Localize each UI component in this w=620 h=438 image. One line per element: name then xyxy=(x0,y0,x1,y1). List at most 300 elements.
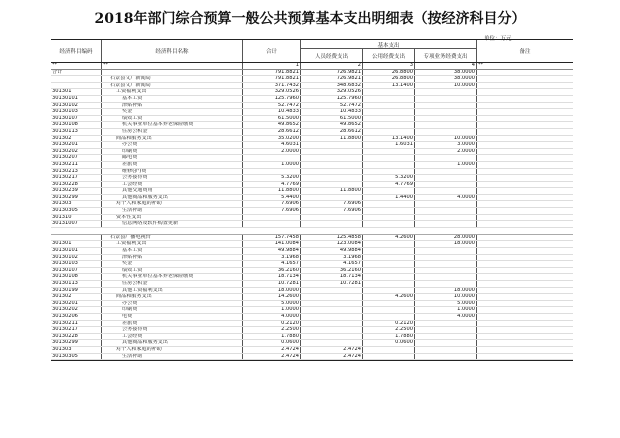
economic-name-cell: 商品和服务支出 xyxy=(101,136,242,142)
note-cell xyxy=(476,215,573,221)
note-cell xyxy=(476,122,573,128)
economic-name-cell: 电费 xyxy=(101,314,242,320)
public-cell xyxy=(362,347,414,353)
personnel-cell: 726.9821 xyxy=(300,70,362,76)
total-cell: 10.7281 xyxy=(242,281,300,287)
economic-code-cell: 30130202 xyxy=(52,148,78,154)
personnel-cell xyxy=(300,288,362,294)
personnel-cell: 11.8800 xyxy=(300,188,362,194)
table-row xyxy=(51,142,573,149)
public-cell xyxy=(362,149,414,155)
economic-code-cell: 30130239 xyxy=(52,188,78,194)
economic-code-cell: 301302 xyxy=(52,294,72,300)
public-cell xyxy=(362,241,414,247)
economic-code-cell: 30130113 xyxy=(52,128,78,134)
personnel-cell xyxy=(300,334,362,340)
public-cell xyxy=(362,268,414,274)
special-cell: 28.0000 xyxy=(414,235,476,241)
personnel-cell xyxy=(300,340,362,346)
economic-code-cell xyxy=(51,235,101,241)
economic-name-cell: 奖金 xyxy=(101,261,242,267)
personnel-cell: 49.9884 xyxy=(300,248,362,254)
note-cell xyxy=(476,208,573,214)
economic-name-cell: 工资福利支出 xyxy=(101,89,242,95)
public-cell: 4.2600 xyxy=(362,294,414,300)
economic-name-cell: 津贴补贴 xyxy=(101,103,242,109)
economic-code-cell xyxy=(51,83,101,89)
economic-code-cell: 301301 xyxy=(52,89,72,95)
table-body-section-a xyxy=(51,70,573,228)
note-cell xyxy=(476,334,573,340)
personnel-cell xyxy=(300,155,362,161)
table-row xyxy=(51,83,573,90)
note-cell xyxy=(476,129,573,135)
table-row xyxy=(51,122,573,129)
header-total: 合计 xyxy=(242,40,300,62)
table-header xyxy=(51,40,573,63)
index-cell: 4 xyxy=(414,63,476,69)
personnel-cell xyxy=(300,182,362,188)
total-cell: 10.4833 xyxy=(242,109,300,115)
economic-code-cell: 30130211 xyxy=(52,320,78,326)
personnel-cell: 18.7134 xyxy=(300,274,362,280)
economic-name-cell: 其他交通费用 xyxy=(101,188,242,194)
special-cell xyxy=(414,248,476,254)
economic-code-cell: 30130101 xyxy=(52,95,78,101)
economic-code-cell: 30130103 xyxy=(52,109,78,115)
total-cell: 14.2600 xyxy=(242,294,300,300)
public-cell xyxy=(362,248,414,254)
note-cell xyxy=(476,96,573,102)
table-row xyxy=(51,89,573,96)
note-cell xyxy=(476,301,573,307)
note-cell xyxy=(476,109,573,115)
special-cell: 2.0000 xyxy=(414,149,476,155)
unit-label: 单位：万元 xyxy=(484,36,512,42)
table-row xyxy=(51,201,573,208)
personnel-cell xyxy=(300,162,362,168)
table-row xyxy=(51,70,573,77)
economic-code-cell: 301301 xyxy=(52,241,72,247)
public-cell: 0.2120 xyxy=(362,321,414,327)
personnel-cell xyxy=(300,215,362,221)
note-cell xyxy=(476,281,573,287)
public-cell: 13.1400 xyxy=(362,136,414,142)
economic-name-cell: 公务接待费 xyxy=(101,327,242,333)
economic-code-cell: 30130299 xyxy=(52,194,78,200)
total-cell: 371.7432 xyxy=(242,83,300,89)
table-body-section-b xyxy=(51,235,573,360)
total-cell: 35.0200 xyxy=(242,136,300,142)
total-cell xyxy=(242,215,300,221)
table-row xyxy=(51,354,573,361)
public-cell xyxy=(362,89,414,95)
table-row xyxy=(51,116,573,123)
special-cell: 18.0000 xyxy=(414,288,476,294)
economic-code-cell: 30130217 xyxy=(52,175,78,181)
economic-code-cell: 30130213 xyxy=(52,168,78,174)
total-cell: 2.4724 xyxy=(242,354,300,360)
note-cell xyxy=(476,89,573,95)
economic-code-cell: 30130201 xyxy=(52,300,78,306)
special-cell xyxy=(414,354,476,360)
economic-code-cell: 301303 xyxy=(52,201,72,207)
table-row xyxy=(51,208,573,215)
header-public: 公用经费支出 xyxy=(362,49,414,62)
special-cell: 5.0000 xyxy=(414,301,476,307)
total-cell: 1.0000 xyxy=(242,162,300,168)
public-cell xyxy=(362,274,414,280)
economic-name-cell: 资本性支出 xyxy=(101,215,242,221)
public-cell: 4.7769 xyxy=(362,182,414,188)
economic-code-cell: 30130299 xyxy=(52,340,78,346)
special-cell xyxy=(414,340,476,346)
public-cell xyxy=(362,188,414,194)
public-cell xyxy=(362,129,414,135)
economic-name-cell: 基本工资 xyxy=(101,96,242,102)
personnel-cell xyxy=(300,169,362,175)
economic-code-cell: 30130206 xyxy=(52,313,78,319)
total-cell: 49.8652 xyxy=(242,122,300,128)
public-cell: 13.1400 xyxy=(362,83,414,89)
economic-code-cell: 30130107 xyxy=(52,267,78,273)
personnel-cell xyxy=(300,327,362,333)
economic-code-cell: 30130108 xyxy=(52,274,78,280)
index-cell: 2 xyxy=(300,63,362,69)
note-cell xyxy=(476,354,573,360)
economic-name-cell: 石景县广播电视台 xyxy=(101,235,242,241)
economic-name-cell: 信息网络及软件购置更新 xyxy=(101,221,242,227)
personnel-cell: 36.2160 xyxy=(300,268,362,274)
table-row xyxy=(51,321,573,328)
economic-name-cell: 其他工资福利支出 xyxy=(101,288,242,294)
economic-code-cell: 30130101 xyxy=(52,248,78,254)
economic-name-cell: 商品和服务支出 xyxy=(101,294,242,300)
public-cell xyxy=(362,215,414,221)
total-cell: 11.8800 xyxy=(242,188,300,194)
public-cell: 5.3200 xyxy=(362,175,414,181)
total-cell: 0.2120 xyxy=(242,321,300,327)
table-row xyxy=(51,340,573,347)
note-cell xyxy=(476,221,573,227)
economic-name-cell: 邮电费 xyxy=(101,155,242,161)
note-cell xyxy=(476,261,573,267)
note-cell xyxy=(476,248,573,254)
table-row xyxy=(51,149,573,156)
economic-code-cell: 30130211 xyxy=(52,161,78,167)
economic-code-cell: 30131007 xyxy=(52,221,78,227)
special-cell xyxy=(414,188,476,194)
economic-name-cell: 绩效工资 xyxy=(101,116,242,122)
total-cell: 157.7458 xyxy=(242,235,300,241)
public-cell xyxy=(362,116,414,122)
economic-code-cell: 30130102 xyxy=(52,254,78,260)
economic-name-cell: 津贴补贴 xyxy=(101,255,242,261)
public-cell xyxy=(362,255,414,261)
personnel-cell: 4.1657 xyxy=(300,261,362,267)
economic-name-cell: 差旅费 xyxy=(101,162,242,168)
economic-code-cell: 合计 xyxy=(52,69,63,75)
public-cell xyxy=(362,201,414,207)
economic-code-cell: 30130103 xyxy=(52,261,78,267)
table-row xyxy=(51,294,573,301)
public-cell xyxy=(362,103,414,109)
table-row xyxy=(51,162,573,169)
special-cell xyxy=(414,334,476,340)
special-cell xyxy=(414,268,476,274)
note-cell xyxy=(476,327,573,333)
economic-code-cell xyxy=(51,76,101,82)
total-cell: 52.7472 xyxy=(242,103,300,109)
note-cell xyxy=(476,347,573,353)
special-cell xyxy=(414,129,476,135)
economic-code-cell: 30130305 xyxy=(52,208,78,214)
total-cell xyxy=(242,221,300,227)
total-cell: 5.3200 xyxy=(242,175,300,181)
special-cell: 38.0000 xyxy=(414,76,476,82)
public-cell xyxy=(362,261,414,267)
table-row xyxy=(51,96,573,103)
public-cell: 1.6031 xyxy=(362,142,414,148)
index-cell: ** xyxy=(52,63,58,68)
personnel-cell xyxy=(300,301,362,307)
table-row xyxy=(51,215,573,222)
personnel-cell: 52.7472 xyxy=(300,103,362,109)
personnel-cell: 7.6906 xyxy=(300,208,362,214)
economic-name-cell: 办公费 xyxy=(101,301,242,307)
note-cell xyxy=(476,182,573,188)
total-cell: 18.0000 xyxy=(242,288,300,294)
table-row xyxy=(51,235,573,242)
total-cell: 18.7134 xyxy=(242,274,300,280)
public-cell xyxy=(362,109,414,115)
note-cell xyxy=(476,274,573,280)
economic-name-cell: 对个人和家庭的补助 xyxy=(101,347,242,353)
special-cell xyxy=(414,103,476,109)
economic-name-cell: 住房公积金 xyxy=(101,129,242,135)
table-row xyxy=(51,248,573,255)
economic-name-cell: 其他商品和服务支出 xyxy=(101,340,242,346)
personnel-cell: 7.6906 xyxy=(300,201,362,207)
personnel-cell: 3.1968 xyxy=(300,255,362,261)
index-cell: ** xyxy=(476,63,573,69)
economic-name-cell xyxy=(101,70,242,76)
total-cell: 4.0000 xyxy=(242,314,300,320)
economic-name-cell: 印刷费 xyxy=(101,307,242,313)
table-row xyxy=(51,288,573,295)
economic-code-cell: 30130108 xyxy=(52,122,78,128)
total-cell: 49.9884 xyxy=(242,248,300,254)
economic-name-cell: 生活补助 xyxy=(101,208,242,214)
public-cell xyxy=(362,122,414,128)
table-row xyxy=(51,221,573,228)
personnel-cell: 61.5000 xyxy=(300,116,362,122)
budget-table xyxy=(51,39,573,361)
table-row xyxy=(51,281,573,288)
note-cell xyxy=(476,268,573,274)
public-cell xyxy=(362,307,414,313)
total-cell: 1.0000 xyxy=(242,307,300,313)
personnel-cell: 2.4724 xyxy=(300,347,362,353)
public-cell xyxy=(362,354,414,360)
special-cell xyxy=(414,175,476,181)
special-cell: 38.0000 xyxy=(414,70,476,76)
note-cell xyxy=(476,155,573,161)
public-cell: 26.8800 xyxy=(362,76,414,82)
total-cell: 2.2500 xyxy=(242,327,300,333)
special-cell xyxy=(414,155,476,161)
special-cell xyxy=(414,261,476,267)
special-cell xyxy=(414,221,476,227)
personnel-cell xyxy=(300,221,362,227)
header-note: 备注 xyxy=(476,40,573,62)
special-cell: 18.0000 xyxy=(414,241,476,247)
special-cell xyxy=(414,327,476,333)
special-cell xyxy=(414,281,476,287)
total-cell xyxy=(242,169,300,175)
economic-code-cell: 30130228 xyxy=(52,333,78,339)
economic-code-cell: 30130107 xyxy=(52,115,78,121)
personnel-cell: 329.0526 xyxy=(300,89,362,95)
public-cell xyxy=(362,221,414,227)
special-cell xyxy=(414,116,476,122)
public-cell: 4.2600 xyxy=(362,235,414,241)
note-cell xyxy=(476,70,573,76)
economic-name-cell: 生活补助 xyxy=(101,354,242,360)
personnel-cell xyxy=(300,142,362,148)
table-row xyxy=(51,109,573,116)
total-cell: 0.0600 xyxy=(242,340,300,346)
economic-name-cell: 机关事业单位基本养老保险缴费 xyxy=(101,122,242,128)
personnel-cell xyxy=(300,314,362,320)
note-cell xyxy=(476,294,573,300)
special-cell xyxy=(414,347,476,353)
table-row xyxy=(51,347,573,354)
special-cell: 4.0000 xyxy=(414,195,476,201)
economic-code-cell: 30130207 xyxy=(52,155,78,161)
economic-code-cell: 30130113 xyxy=(52,281,78,286)
index-cell: 3 xyxy=(362,63,414,69)
public-cell: 0.0600 xyxy=(362,340,414,346)
header-basic: 基本支出 xyxy=(300,40,476,49)
total-cell: 4.1657 xyxy=(242,261,300,267)
economic-code-cell: 301303 xyxy=(52,346,72,352)
economic-name-cell: 机关事业单位基本养老保险缴费 xyxy=(101,274,242,280)
personnel-cell xyxy=(300,307,362,313)
special-cell: 1.0000 xyxy=(414,162,476,168)
economic-code-cell: 30130202 xyxy=(52,307,78,313)
table-row xyxy=(51,268,573,275)
note-cell xyxy=(476,340,573,346)
note-cell xyxy=(476,103,573,109)
economic-name-cell: 石景县文广新闻局 xyxy=(101,83,242,89)
personnel-cell xyxy=(300,195,362,201)
section-gap xyxy=(51,228,573,235)
special-cell xyxy=(414,122,476,128)
public-cell xyxy=(362,208,414,214)
economic-name-cell: 工会经费 xyxy=(101,182,242,188)
personnel-cell: 726.9821 xyxy=(300,76,362,82)
public-cell xyxy=(362,301,414,307)
personnel-cell: 123.0084 xyxy=(300,241,362,247)
economic-name-cell: 住房公积金 xyxy=(101,281,242,287)
economic-name-cell: 奖金 xyxy=(101,109,242,115)
personnel-cell: 28.6612 xyxy=(300,129,362,135)
public-cell: 26.8800 xyxy=(362,70,414,76)
table-row xyxy=(51,255,573,262)
public-cell xyxy=(362,288,414,294)
public-cell xyxy=(362,314,414,320)
total-cell: 4.6031 xyxy=(242,142,300,148)
special-cell xyxy=(414,215,476,221)
header-personnel: 人员经费支出 xyxy=(300,49,362,62)
total-cell: 791.8821 xyxy=(242,76,300,82)
special-cell: 10.0000 xyxy=(414,294,476,300)
table-row xyxy=(51,241,573,248)
public-cell xyxy=(362,155,414,161)
public-cell xyxy=(362,162,414,168)
personnel-cell: 125.7960 xyxy=(300,96,362,102)
special-cell xyxy=(414,255,476,261)
note-cell xyxy=(476,307,573,313)
total-cell xyxy=(242,155,300,161)
public-cell: 2.2500 xyxy=(362,327,414,333)
note-cell xyxy=(476,76,573,82)
special-cell xyxy=(414,208,476,214)
economic-code-cell: 30130102 xyxy=(52,102,78,108)
public-cell: 1.4400 xyxy=(362,195,414,201)
page-title: 2018年部门综合预算一般公共预算基本支出明细表（按经济科目分） xyxy=(94,11,526,27)
economic-name-cell: 印刷费 xyxy=(101,149,242,155)
economic-name-cell: 维修(护)费 xyxy=(101,169,242,175)
public-cell: 1.7880 xyxy=(362,334,414,340)
table-row xyxy=(51,76,573,83)
personnel-cell: 125.4858 xyxy=(300,235,362,241)
table-row xyxy=(51,169,573,176)
table-row xyxy=(51,261,573,268)
table-row xyxy=(51,301,573,308)
note-cell xyxy=(476,162,573,168)
note-cell xyxy=(476,149,573,155)
public-cell xyxy=(362,96,414,102)
economic-code-cell: 301310 xyxy=(52,214,72,220)
header-special: 专项业务经费支出 xyxy=(414,49,476,62)
economic-code-cell: 30130305 xyxy=(52,353,78,359)
economic-code-cell: 30130228 xyxy=(52,181,78,187)
table-row xyxy=(51,195,573,202)
note-cell xyxy=(476,235,573,241)
table-row xyxy=(51,274,573,281)
total-cell: 2.0000 xyxy=(242,149,300,155)
note-cell xyxy=(476,175,573,181)
total-cell: 4.7769 xyxy=(242,182,300,188)
personnel-cell: 10.7281 xyxy=(300,281,362,287)
economic-name-cell: 对个人和家庭的补助 xyxy=(101,201,242,207)
table-row xyxy=(51,334,573,341)
personnel-cell: 49.8652 xyxy=(300,122,362,128)
total-cell: 5.0000 xyxy=(242,301,300,307)
economic-name-cell: 公务接待费 xyxy=(101,175,242,181)
public-cell xyxy=(362,281,414,287)
economic-code-cell: 301302 xyxy=(52,135,72,141)
economic-name-cell: 基本工资 xyxy=(101,248,242,254)
note-cell xyxy=(476,136,573,142)
total-cell: 329.0526 xyxy=(242,89,300,95)
economic-name-cell: 工资福利支出 xyxy=(101,241,242,247)
personnel-cell: 11.8800 xyxy=(300,136,362,142)
note-cell xyxy=(476,83,573,89)
personnel-cell xyxy=(300,149,362,155)
